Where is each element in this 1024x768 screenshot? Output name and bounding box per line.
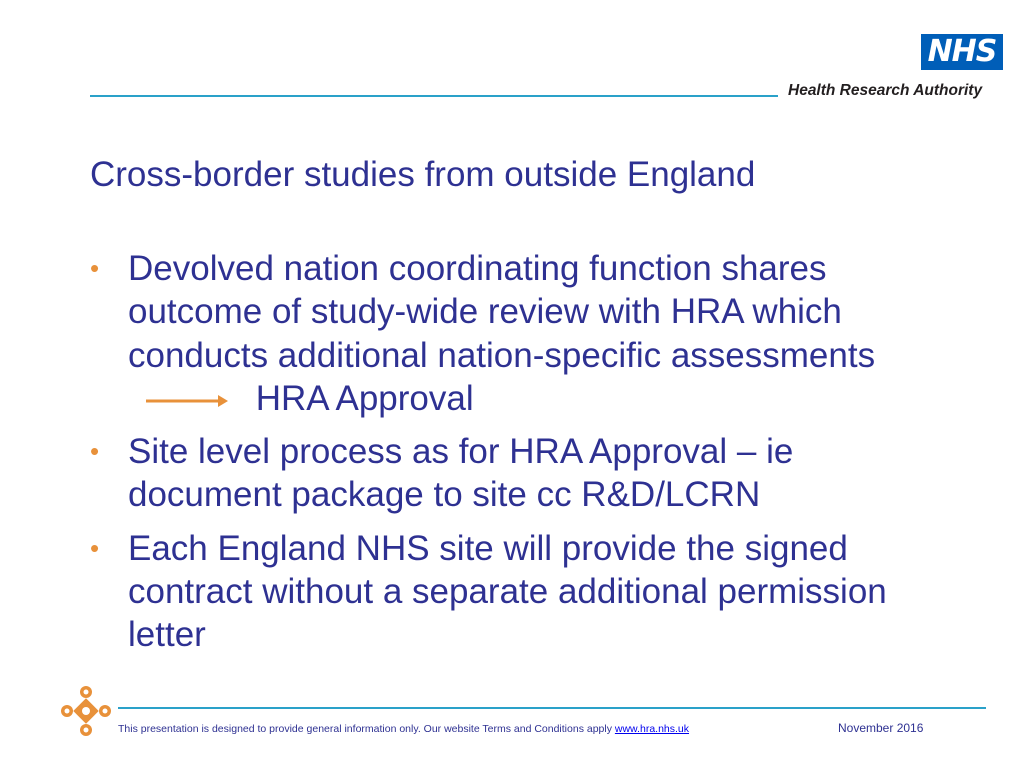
bullet-text: Each England NHS site will provide the signed contract without a separate additional permission letter — [128, 528, 887, 655]
bullet-text: Site level process as for HRA Approval – ie document package to site cc R&D/LCRN — [128, 432, 794, 515]
presentation-date: November 2016 — [838, 721, 924, 735]
bullet-marker: • — [90, 253, 100, 283]
organisation-name: Health Research Authority — [788, 82, 983, 99]
bullet-list — [90, 247, 910, 667]
right-arrow-icon — [128, 391, 246, 411]
bullet-text: Devolved nation coordinating function shares outcome of study-wide review with HRA which conducts additional nation-specific assessments — [128, 249, 876, 375]
website-link[interactable]: www.hra.nhs.uk — [614, 723, 690, 735]
bullet-item — [90, 430, 910, 517]
footer-disclaimer — [118, 722, 689, 736]
hra-emblem-icon — [60, 685, 112, 737]
disclaimer-text: This presentation is designed to provide general information only. Our website Terms and Conditions apply — [118, 723, 612, 735]
footer-divider — [118, 707, 986, 709]
bullet-text-result: HRA Approval — [255, 378, 474, 418]
nhs-logo: NHS — [921, 34, 1003, 70]
slide-title: Cross-border studies from outside England — [90, 155, 756, 194]
bullet-marker: • — [90, 436, 100, 467]
bullet-marker: • — [90, 532, 100, 563]
bullet-item — [90, 527, 910, 657]
bullet-item — [90, 247, 910, 420]
header-divider — [90, 95, 778, 97]
